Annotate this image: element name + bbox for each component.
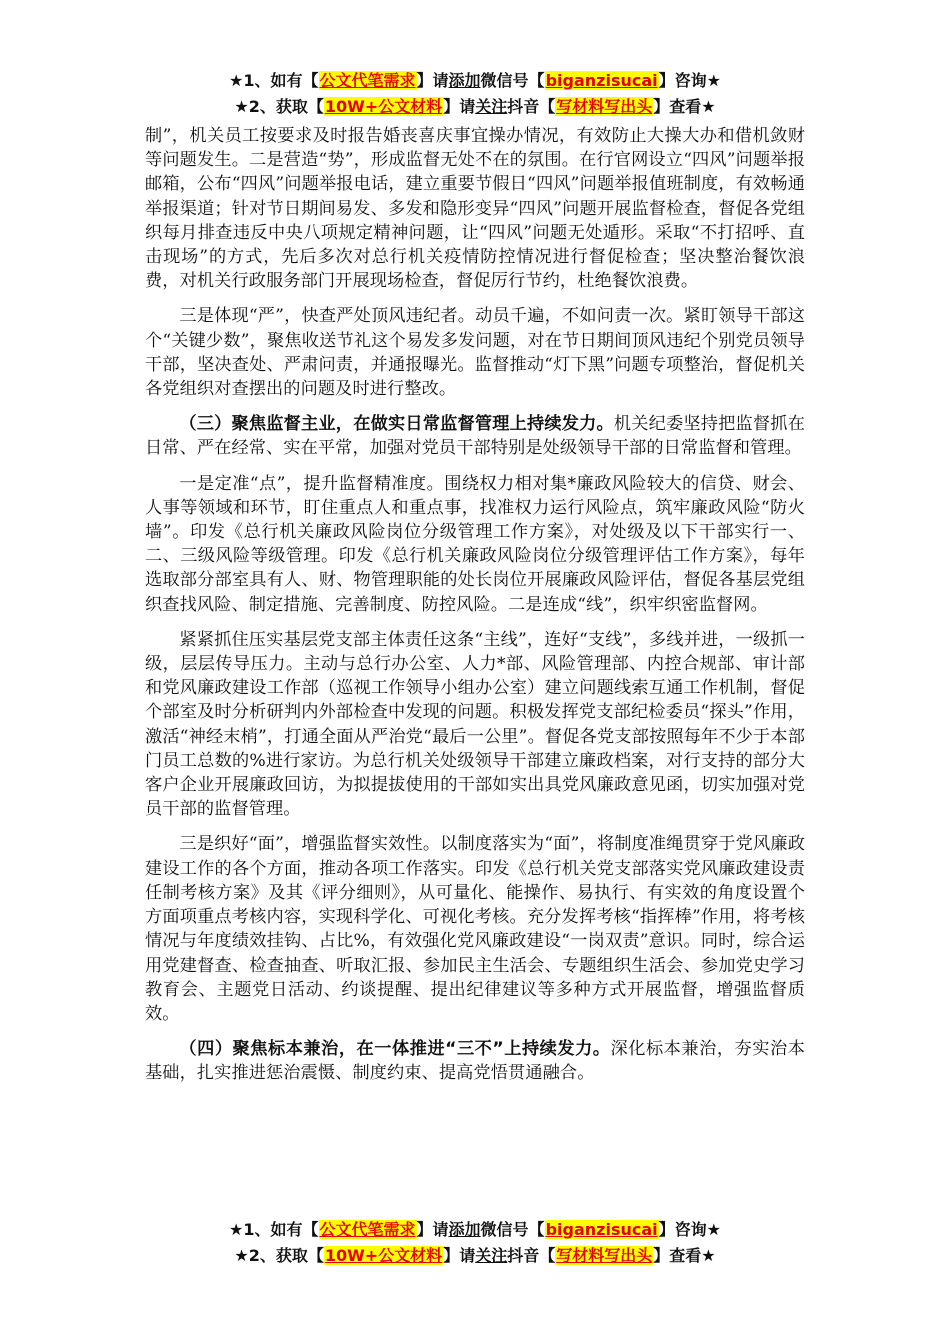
paragraph-continuation: 制”，机关员工按要求及时报告婚丧喜庆事宜操办情况，有效防止大操大办和借机敛财等问题发生。二是营造“势”，形成监督无处不在的氛围。在行官网设立“四风”问题举报邮箱，公布“四风”问题举报电话，建立重要节假日“四风”问题举报值班制度，有效畅通举报渠道；针对节日期间易发、多发和隐形变异“四风”问题开展监督检查，督促各党组织每月排查违反中央八项规定精神问题，让“四风”问题无处遁形。采取“不打招呼、直击现场”的方式，先后多次对总行机关疫情防控情况进行督促检查；坚决整治餐饮浪费，对机关行政服务部门开展现场检查，督促厉行节约，杜绝餐饮浪费。	[145, 126, 805, 292]
banner-text: 抖音【	[507, 1246, 556, 1265]
section-heading: （三）聚焦监督主业，在做实日常监督管理上持续发力。	[179, 414, 614, 435]
banner-underlined: 关注	[475, 1246, 508, 1265]
banner-text: 】请	[443, 1246, 476, 1265]
banner-text: 】请	[443, 97, 476, 116]
banner-underlined: 添加	[448, 1220, 481, 1239]
banner-text: 微信号【	[480, 1220, 545, 1239]
banner-text: ★2、获取【	[234, 97, 324, 116]
banner-highlight-wechat: biganzisucai	[545, 1220, 658, 1239]
banner-highlight: 公文代笔需求	[319, 1220, 416, 1239]
banner-text: 抖音【	[507, 97, 556, 116]
banner-highlight: 10W+公文材料	[324, 97, 443, 116]
banner-text: 】查看★	[653, 97, 716, 116]
promo-banner-top-1	[0, 70, 950, 92]
promo-banner-bottom-2	[0, 1245, 950, 1267]
banner-highlight-douyin: 写材料写出头	[556, 97, 653, 116]
paragraph-text: 机关纪委坚持把监督抓在日常、严在经常、实在平常，加强对党员干部特别是处级领导干部的日常监督和管理。	[145, 414, 805, 459]
banner-text: ★1、如有【	[229, 71, 319, 90]
paragraph-text: 深化标本兼治，夯实治本基础，扎实推进惩治震慑、制度约束、提高党悟贯通融合。	[145, 1039, 805, 1084]
paragraph: 紧紧抓住压实基层党支部主体责任这条“主线”，连好“支线”，多线并进，一级抓一级，层层传导压力。主动与总行办公室、人力*部、风险管理部、内控合规部、审计部和党风廉政建设工作部（巡视工作领导小组办公室）建立问题线索互通工作机制，督促个部室及时分析研判内外部检查中发现的问题。积极发挥党支部纪检委员“探头”作用，激活“神经末梢”，打通全面从严治党“最后一公里”。督促各党支部按照每年不少于本部门员工总数的%进行家访。为总行机关处级领导干部建立廉政档案，对行支持的部分大客户企业开展廉政回访，为拟提拔使用的干部如实出具党风廉政意见函，切实加强对党员干部的监督管理。	[145, 629, 805, 820]
banner-text: 】查看★	[653, 1246, 716, 1265]
paragraph-section-4	[145, 1037, 805, 1085]
banner-underlined: 关注	[475, 97, 508, 116]
banner-highlight-douyin: 写材料写出头	[556, 1246, 653, 1265]
banner-text: ★1、如有【	[229, 1220, 319, 1239]
banner-text: 】请	[416, 71, 449, 90]
document-body	[145, 124, 805, 1097]
section-heading: （四）聚焦标本兼治，在一体推进“三不”上持续发力。	[179, 1039, 611, 1060]
paragraph: 三是体现“严”，快查严处顶风违纪者。动员千遍，不如问责一次。紧盯领导干部这个“关键少数”，聚焦收送节礼这个易发多发问题，对在节日期间顶风违纪个别党员领导干部，坚决查处、严肃问责，并通报曝光。监督推动“灯下黑”问题专项整治，督促机关各党组织对查摆出的问题及时进行整改。	[145, 306, 805, 400]
paragraph: 三是织好“面”，增强监督实效性。以制度落实为“面”，将制度准绳贯穿于党风廉政建设工作的各个方面，推动各项工作落实。印发《总行机关党支部落实党风廉政建设责任制考核方案》及其《评分细则》，从可量化、能操作、易执行、有实效的角度设置个方面项重点考核内容，实现科学化、可视化考核。充分发挥考核“指挥棒”作用，将考核情况与年度绩效挂钩、占比%，有效强化党风廉政建设“一岗双责”意识。同时，综合运用党建督查、检查抽查、听取汇报、参加民主生活会、专题组织生活会、参加党史学习教育会、主题党日活动、约谈提醒、提出纪律建议等多种方式开展监督，增强监督质效。	[145, 834, 805, 1024]
banner-highlight-wechat: biganzisucai	[545, 71, 658, 90]
promo-banner-bottom-1	[0, 1219, 950, 1241]
banner-text: 微信号【	[480, 71, 545, 90]
banner-underlined: 添加	[448, 71, 481, 90]
banner-highlight: 公文代笔需求	[319, 71, 416, 90]
paragraph: 一是定准“点”，提升监督精准度。围绕权力相对集*廉政风险较大的信贷、财会、人事等领域和环节，盯住重点人和重点事，找准权力运行风险点，筑牢廉政风险“防火墙”。印发《总行机关廉政风险岗位分级管理工作方案》，对处级及以下干部实行一、二、三级风险等级管理。印发《总行机关廉政风险岗位分级管理评估工作方案》，每年选取部分部室具有人、财、物管理职能的处长岗位开展廉政风险评估，督促各基层党组织查找风险、制定措施、完善制度、防控风险。二是连成“线”，织牢织密监督网。	[145, 473, 805, 615]
banner-text: 】咨询★	[658, 1220, 721, 1239]
paragraph-section-3	[145, 412, 805, 460]
banner-text: 】请	[416, 1220, 449, 1239]
promo-banner-top-2	[0, 96, 950, 118]
banner-highlight: 10W+公文材料	[324, 1246, 443, 1265]
banner-text: ★2、获取【	[234, 1246, 324, 1265]
banner-text: 】咨询★	[658, 71, 721, 90]
